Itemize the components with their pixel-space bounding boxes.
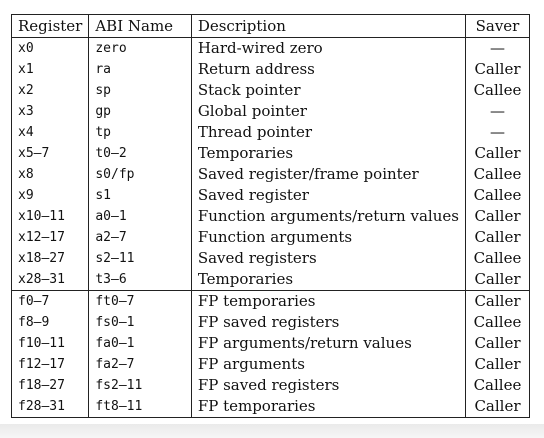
cell-register: x12–17 [12,227,89,248]
cell-description: Saved register [191,185,465,206]
cell-abi-name: ra [89,59,191,80]
cell-register: f8–9 [12,312,89,333]
cell-description: Stack pointer [191,80,465,101]
table-row [12,291,530,313]
cell-description: Function arguments/return values [191,206,465,227]
cell-register: f28–31 [12,396,89,418]
cell-register: x0 [12,38,89,60]
cell-description: FP temporaries [191,291,465,313]
cell-register: f18–27 [12,375,89,396]
cell-abi-name: s2–11 [89,248,191,269]
cell-abi-name: fs0–1 [89,312,191,333]
cell-register: x8 [12,164,89,185]
table-row [12,206,530,227]
cell-description: Hard-wired zero [191,38,465,60]
header-saver: Saver [465,15,529,38]
cell-abi-name: sp [89,80,191,101]
cell-register: x18–27 [12,248,89,269]
cell-register: f12–17 [12,354,89,375]
cell-saver: Caller [465,354,529,375]
cell-description: FP arguments [191,354,465,375]
cell-description: Temporaries [191,143,465,164]
cell-abi-name: t3–6 [89,269,191,291]
cell-description: Global pointer [191,101,465,122]
cell-abi-name: fs2–11 [89,375,191,396]
cell-abi-name: zero [89,38,191,60]
cell-saver: Callee [465,375,529,396]
table-header-row [12,15,530,38]
cell-register: x3 [12,101,89,122]
cell-abi-name: fa2–7 [89,354,191,375]
table-row [12,38,530,60]
table-row [12,354,530,375]
cell-saver: — [465,122,529,143]
cell-register: x10–11 [12,206,89,227]
cell-saver: Callee [465,164,529,185]
table-row [12,59,530,80]
cell-register: f10–11 [12,333,89,354]
cell-saver: Callee [465,248,529,269]
table-row [12,164,530,185]
header-abi-name: ABI Name [89,15,191,38]
table-row [12,185,530,206]
cell-abi-name: fa0–1 [89,333,191,354]
cell-saver: Caller [465,396,529,418]
cell-saver: Caller [465,291,529,313]
cell-abi-name: s0/fp [89,164,191,185]
table-row [12,333,530,354]
table-row [12,143,530,164]
table-row [12,248,530,269]
table-body [12,38,530,418]
table-row [12,101,530,122]
cell-saver: Callee [465,80,529,101]
cell-description: FP saved registers [191,312,465,333]
register-table [11,14,530,418]
cell-saver: Caller [465,333,529,354]
cell-description: Saved register/frame pointer [191,164,465,185]
cell-abi-name: t0–2 [89,143,191,164]
cell-saver: — [465,101,529,122]
cell-abi-name: ft0–7 [89,291,191,313]
cell-description: FP arguments/return values [191,333,465,354]
header-description: Description [191,15,465,38]
cell-register: x28–31 [12,269,89,291]
cell-register: x4 [12,122,89,143]
cell-saver: Caller [465,206,529,227]
cell-abi-name: s1 [89,185,191,206]
cell-register: x5–7 [12,143,89,164]
cell-register: x2 [12,80,89,101]
table-row [12,312,530,333]
cell-saver: Caller [465,59,529,80]
cell-description: FP saved registers [191,375,465,396]
cell-abi-name: tp [89,122,191,143]
page-bottom-edge [0,424,544,438]
cell-description: Return address [191,59,465,80]
cell-saver: — [465,38,529,60]
cell-register: x1 [12,59,89,80]
cell-description: Saved registers [191,248,465,269]
cell-register: x9 [12,185,89,206]
table-row [12,396,530,418]
table-row [12,375,530,396]
cell-saver: Caller [465,269,529,291]
cell-description: Temporaries [191,269,465,291]
table-row [12,269,530,291]
cell-saver: Callee [465,312,529,333]
cell-register: f0–7 [12,291,89,313]
cell-abi-name: a2–7 [89,227,191,248]
cell-saver: Caller [465,227,529,248]
header-register: Register [12,15,89,38]
cell-description: Function arguments [191,227,465,248]
cell-abi-name: gp [89,101,191,122]
cell-abi-name: a0–1 [89,206,191,227]
cell-saver: Caller [465,143,529,164]
cell-saver: Callee [465,185,529,206]
cell-description: FP temporaries [191,396,465,418]
table-row [12,227,530,248]
table-row [12,122,530,143]
cell-description: Thread pointer [191,122,465,143]
cell-abi-name: ft8–11 [89,396,191,418]
table-row [12,80,530,101]
